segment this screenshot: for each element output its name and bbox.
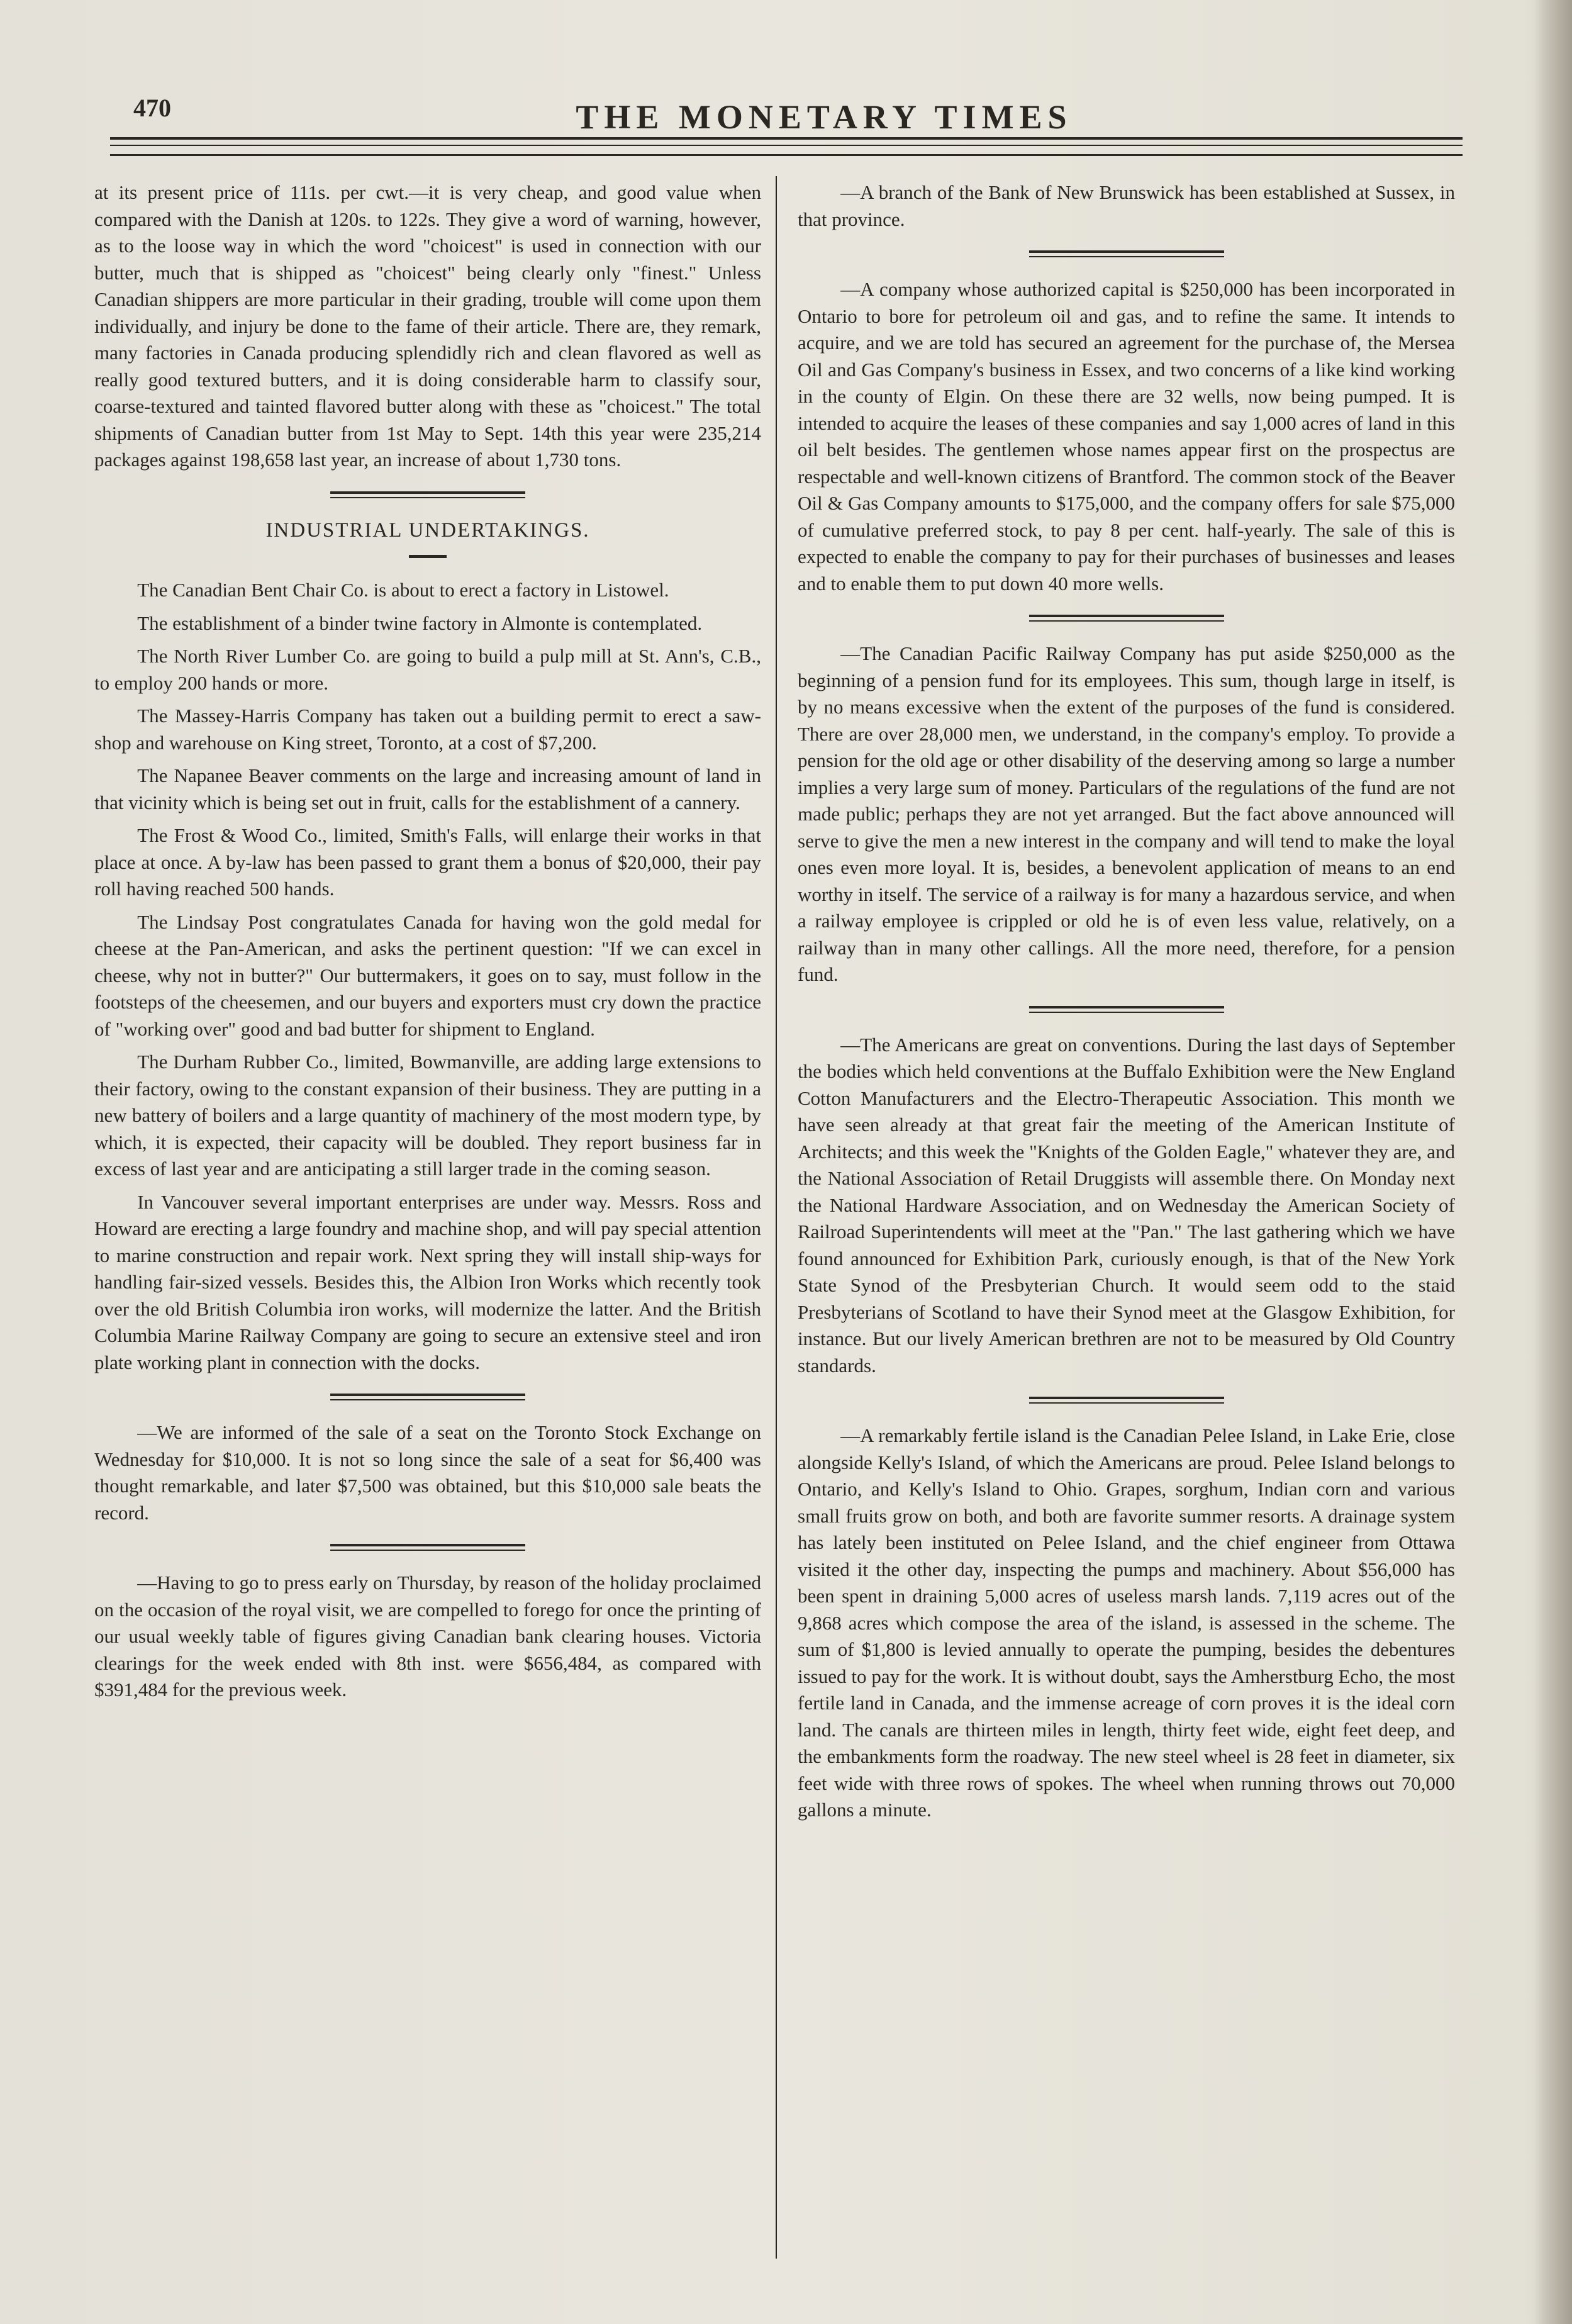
article-bank-new-brunswick: —A branch of the Bank of New Brunswick has been established at Sussex, in that province.	[798, 181, 1455, 230]
section-heading: INDUSTRIAL UNDERTAKINGS.	[265, 518, 590, 542]
item-binder-twine: The establishment of a binder twine factory in Almonte is contemplated.	[137, 612, 703, 634]
article-stock-exchange-seat: —We are informed of the sale of a seat on the Toronto Stock Exchange on Wednesday for $10,000. It is not so long since the sale of a seat for $6,400 was thought remarkable, and later $7,500 was obtained, but this $10,000 sale beats the record.	[94, 1421, 761, 1524]
item-frost-wood: The Frost & Wood Co., limited, Smith's Falls, will enlarge their works in that place at once. A by-law has been passed to grant them a bonus of $20,000, their pay roll having reached 500 hands.	[94, 824, 761, 900]
column-divider	[776, 176, 777, 2259]
section-separator	[1029, 250, 1224, 257]
item-massey-harris: The Massey-Harris Company has taken out a building permit to erect a saw-shop and warehouse on King street, Toronto, at a cost of $7,200.	[94, 705, 761, 754]
article-oil-company: —A company whose authorized capital is $250,000 has been incorporated in Ontario to bore for petroleum oil and gas, and to refine the same. It intends to acquire, and we are told has secured an agreement for the purchase of, the Mersea Oil and Gas Company's business in Essex, and two concerns of a like kind working in the county of Elgin. On these there are 32 wells, now being pumped. It is intended to acquire the leases of these companies and say 1,000 acres of land in this oil belt besides. The gentlemen whose names appear first on the prospectus are respectable and well-known citizens of Brantford. The common stock of the Beaver Oil & Gas Company amounts to $175,000, and the company offers for sale $75,000 of cumulative preferred stock, to pay 8 per cent. half-yearly. The sale of this is expected to enable the company to pay for their purchases of businesses and leases and to enable them to put down 40 more wells.	[798, 278, 1455, 595]
section-separator	[330, 1544, 525, 1551]
item-durham-rubber: The Durham Rubber Co., limited, Bowmanville, are adding large extensions to their factory, owing to the constant expansion of their business. They are putting in a new battery of boilers and a large quantity of machinery of the most modern type, by which, it is expected, their capacity will be doubled. They report business far in excess of last year and are anticipating a still larger trade in the coming season.	[94, 1051, 761, 1180]
item-vancouver: In Vancouver several important enterprises are under way. Messrs. Ross and Howard are erecting a large foundry and machine shop, and will pay special attention to marine construction and repair work. Next spring they will install ship-ways for handling fair-sized vessels. Besides this, the Albion Iron Works which recently took over the old British Columbia iron works, will modernize the latter. And the British Columbia Marine Railway Company are going to secure an extensive steel and iron plate working plant in connection with the docks.	[94, 1190, 761, 1373]
page-edge-shadow	[1534, 0, 1572, 2324]
section-separator	[1029, 1006, 1224, 1013]
masthead-title: THE MONETARY TIMES	[576, 98, 1073, 136]
article-butter-continued: at its present price of 111s. per cwt.—it is very cheap, and good value when compared with the Danish at 120s. to 122s. They give a word of warning, however, as to the loose way in which the word "choicest" is used in connection with our butter, much that is shipped as "choicest" being clearly only "finest." Unless Canadian shippers are more particular in their grading, trouble will come upon them individually, and injury be done to the fame of their article. There are, they remark, many factories in Canada producing splendidly rich and clean flavored as well as really good textured butters, and it is doing considerable harm to classify sour, coarse-textured and tainted flavored butter along with these as "choicest." The total shipments of Canadian butter from 1st May to Sept. 14th this year were 235,214 packages against 198,658 last year, an increase of about 1,730 tons.	[94, 181, 761, 471]
item-bent-chair: The Canadian Bent Chair Co. is about to erect a factory in Listowel.	[137, 579, 669, 601]
right-column	[798, 179, 1455, 1830]
article-conventions: —The Americans are great on conventions. During the last days of September the bodies which held conventions at the Buffalo Exhibition were the New England Cotton Manufacturers and the Electro-Therapeutic Association. This month we have seen already at that great fair the meeting of the American Institute of Architects; and this week the "Knights of the Golden Eagle," whatever they are, and the National Association of Retail Druggists will assemble there. On Monday next the National Hardware Association, and on Wednesday the American Society of Railroad Superintendents will meet at the "Pan." The last gathering which we have found announced for Exhibition Park, curiously enough, is that of the New York State Synod of the Presbyterian Church. It would seem odd to the staid Presbyterians of Scotland to have their Synod meet at the Glasgow Exhibition, for instance. But our lively American brethren are not to be measured by Old Country standards.	[798, 1033, 1455, 1377]
section-separator	[330, 1394, 525, 1400]
section-separator	[1029, 615, 1224, 622]
header-rule-lower	[110, 154, 1463, 156]
article-cpr-pension: —The Canadian Pacific Railway Company has put aside $250,000 as the beginning of a pension fund for its employees. This sum, though large in itself, is by no means excessive when the extent of the purposes of the fund is considered. There are over 28,000 men, we understand, in the company's employ. To provide a pension for the old age or other disability of the deserving among so large a number implies a very large sum of money. Particulars of the regulations of the fund are not made public; perhaps they are not yet arranged. But the fact above announced will serve to give the men a new interest in the company and will tend to make the loyal ones even more loyal. It is, besides, a benevolent application of means to an end worthy in itself. The service of a railway is for many a hazardous service, and when a railway employee is crippled or old he is of even less value, relatively, on a railway than in many other callings. All the more need, therefore, for a pension fund.	[798, 642, 1455, 985]
item-north-river-lumber: The North River Lumber Co. are going to build a pulp mill at St. Ann's, C.B., to employ 200 hands or more.	[94, 645, 761, 694]
article-pelee-island: —A remarkably fertile island is the Canadian Pelee Island, in Lake Erie, close alongside Kelly's Island, of which the Americans are proud. Pelee Island belongs to Ontario, and Kelly's Island to Ohio. Grapes, sorghum, Indian corn and various small fruits grow on both, and both are favorite summer resorts. A drainage system has lately been instituted on Pelee Island, and the chief engineer from Ottawa visited it the other day, inspecting the pumps and machinery. About $56,000 has been spent in draining 5,000 acres of useless marsh lands. 7,119 acres out of the 9,868 acres which compose the area of the island, is assessed in the scheme. The sum of $1,800 is levied annually to operate the pumping, besides the debentures issued to pay for the work. It is without doubt, says the Amherstburg Echo, the most fertile land in Canada, and the immense acreage of corn proves it is the ideal corn land. The canals are thirteen miles in length, thirty feet wide, eight feet deep, and the embankments form the roadway. The new steel wheel is 28 feet in diameter, six feet wide with three rows of spokes. The wheel when running throws out 70,000 gallons a minute.	[798, 1424, 1455, 1821]
header-rule-thin	[110, 145, 1463, 146]
item-napanee-cannery: The Napanee Beaver comments on the large and increasing amount of land in that vicinity which is being set out in fruit, calls for the establishment of a cannery.	[94, 764, 761, 813]
section-separator	[1029, 1397, 1224, 1404]
item-lindsay-post: The Lindsay Post congratulates Canada for having won the gold medal for cheese at the Pan-American, and asks the pertinent question: "If we can excel in cheese, why not in butter?" Our buttermakers, it goes on to say, must follow in the footsteps of the cheesemen, and our buyers and exporters must cry down the practice of "working over" good and bad butter for shipment to England.	[94, 910, 761, 1040]
section-separator	[330, 491, 525, 498]
heading-dash	[409, 555, 447, 558]
page-number: 470	[133, 94, 171, 122]
header-rule	[110, 137, 1463, 140]
article-bank-clearings: —Having to go to press early on Thursday, by reason of the holiday proclaimed on the occasion of the royal visit, we are compelled to forego for once the printing of our usual weekly table of figures giving Canadian bank clearing houses. Victoria clearings for the week ended with 8th inst. were $656,484, as compared with $391,484 for the previous week.	[94, 1572, 761, 1701]
left-column	[94, 179, 761, 1710]
